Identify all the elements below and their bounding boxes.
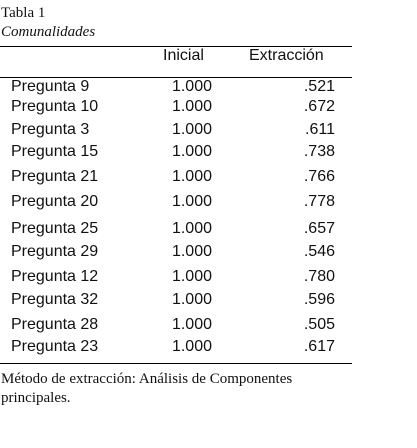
row-label: Pregunta 32 [11,291,99,308]
table-row [0,219,352,239]
row-label: Pregunta 21 [11,168,99,185]
row-label: Pregunta 15 [11,143,99,160]
inicial-value: 1.000 [171,220,212,237]
extraccion-value: .617 [303,338,335,355]
table-row [0,142,352,162]
extraccion-value: .657 [303,220,335,237]
table-row [0,267,352,287]
inicial-value: 1.000 [171,268,212,285]
row-label: Pregunta 25 [11,220,99,237]
table-title: Comunalidades [1,24,96,40]
table-row [0,242,352,262]
bottom-rule [0,363,352,364]
row-label: Pregunta 3 [11,121,90,138]
row-label: Pregunta 29 [11,243,99,260]
table-row [0,167,352,187]
inicial-value: 1.000 [171,168,212,185]
extraccion-value: .505 [303,316,335,333]
extraccion-value: .778 [303,193,335,210]
inicial-value: 1.000 [171,98,212,115]
row-label: Pregunta 28 [11,316,99,333]
extraccion-value: .672 [303,98,335,115]
table-row [0,97,352,117]
extraccion-value: .738 [303,143,335,160]
extraccion-value: .766 [303,168,335,185]
row-label: Pregunta 20 [11,193,99,210]
row-label: Pregunta 10 [11,98,99,115]
inicial-value: 1.000 [171,338,212,355]
table-row [0,315,352,335]
extraccion-value: .780 [303,268,335,285]
table-row [0,120,352,140]
inicial-value: 1.000 [171,193,212,210]
extraccion-value: .521 [303,78,335,95]
extraccion-value: .596 [303,291,335,308]
table-caption: Tabla 1 [1,5,46,21]
table-row [0,77,352,97]
column-header-extraccion: Extracción [249,47,324,64]
inicial-value: 1.000 [171,121,212,138]
table-footnote: Método de extracción: Análisis de Componentes principales. [1,371,293,406]
inicial-value: 1.000 [171,143,212,160]
extraccion-value: .546 [303,243,335,260]
inicial-value: 1.000 [171,316,212,333]
extraccion-value: .611 [305,121,335,138]
inicial-value: 1.000 [171,291,212,308]
table-row [0,337,352,357]
row-label: Pregunta 9 [11,78,90,95]
inicial-value: 1.000 [171,243,212,260]
column-header-inicial: Inicial [163,47,204,64]
table-row [0,192,352,212]
row-label: Pregunta 23 [11,338,99,355]
table-row [0,290,352,310]
inicial-value: 1.000 [171,78,212,95]
row-label: Pregunta 12 [11,268,99,285]
